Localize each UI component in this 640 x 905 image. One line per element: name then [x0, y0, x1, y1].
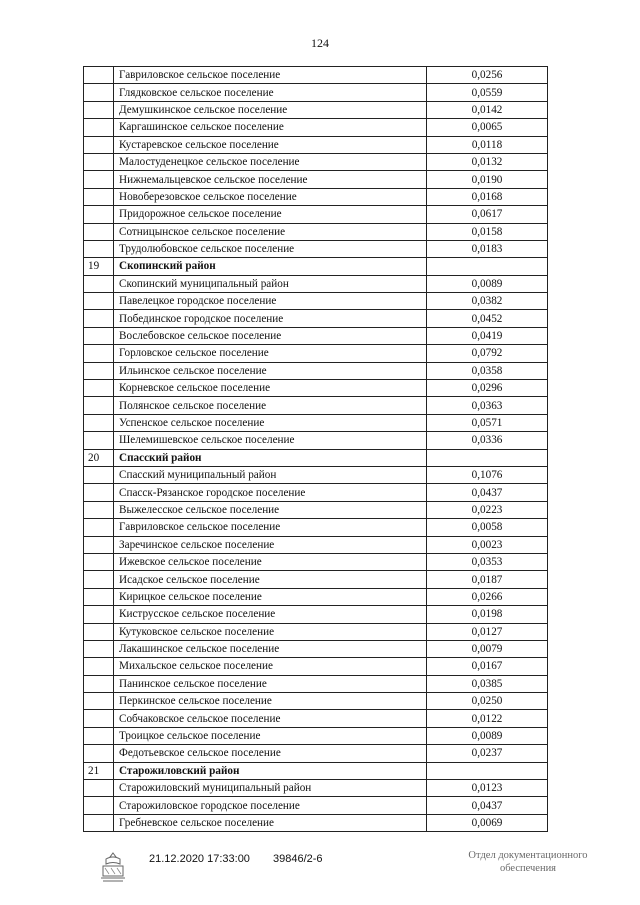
- value-cell: 0,0358: [427, 362, 548, 379]
- value-cell: 0,0559: [427, 84, 548, 101]
- settlement-name-cell: Выжелесское сельское поселение: [114, 501, 427, 518]
- value-cell: 0,0571: [427, 414, 548, 431]
- row-number-cell: [84, 780, 114, 797]
- settlement-name-cell: Нижнемальцевское сельское поселение: [114, 171, 427, 188]
- row-number-cell: [84, 710, 114, 727]
- table-row: [84, 345, 548, 362]
- settlement-name-cell: Старожиловский район: [114, 762, 427, 779]
- row-number-cell: [84, 623, 114, 640]
- table-row: [84, 84, 548, 101]
- row-number-cell: [84, 466, 114, 483]
- value-cell: 0,0237: [427, 745, 548, 762]
- table-row: [84, 484, 548, 501]
- row-number-cell: [84, 745, 114, 762]
- table-row: [84, 136, 548, 153]
- department-line-1: Отдел документационного: [468, 850, 588, 861]
- stamp-doc-number: 39846/2-6: [273, 853, 323, 865]
- value-cell: 0,0437: [427, 484, 548, 501]
- value-cell: 0,0079: [427, 640, 548, 657]
- table-row: [84, 675, 548, 692]
- row-number-cell: [84, 501, 114, 518]
- row-number-cell: [84, 797, 114, 814]
- value-cell: 0,0065: [427, 119, 548, 136]
- row-number-cell: [84, 432, 114, 449]
- value-cell: 0,1076: [427, 466, 548, 483]
- table-row: [84, 380, 548, 397]
- row-number-cell: [84, 571, 114, 588]
- value-cell: 0,0198: [427, 606, 548, 623]
- row-number-cell: [84, 153, 114, 170]
- row-number-cell: [84, 206, 114, 223]
- settlement-name-cell: Гавриловское сельское поселение: [114, 67, 427, 84]
- value-cell: 0,0158: [427, 223, 548, 240]
- table-row: [84, 571, 548, 588]
- value-cell: 0,0058: [427, 519, 548, 536]
- value-cell: 0,0127: [427, 623, 548, 640]
- value-cell: 0,0223: [427, 501, 548, 518]
- settlement-name-cell: Старожиловское городское поселение: [114, 797, 427, 814]
- settlement-name-cell: Спасский район: [114, 449, 427, 466]
- value-cell: 0,0089: [427, 727, 548, 744]
- settlement-name-cell: Кирицкое сельское поселение: [114, 588, 427, 605]
- row-number-cell: [84, 814, 114, 831]
- value-cell: 0,0266: [427, 588, 548, 605]
- row-number-cell: [84, 727, 114, 744]
- value-cell: 0,0142: [427, 101, 548, 118]
- row-number-cell: [84, 658, 114, 675]
- row-number-cell: [84, 101, 114, 118]
- value-cell: 0,0190: [427, 171, 548, 188]
- row-number-cell: [84, 327, 114, 344]
- settlement-name-cell: Собчаковское сельское поселение: [114, 710, 427, 727]
- table-row: [84, 553, 548, 570]
- row-number-cell: [84, 67, 114, 84]
- row-number-cell: [84, 414, 114, 431]
- settlement-name-cell: Перкинское сельское поселение: [114, 693, 427, 710]
- row-number-cell: [84, 588, 114, 605]
- row-number-cell: [84, 136, 114, 153]
- table-row: [84, 693, 548, 710]
- settlement-name-cell: Корневское сельское поселение: [114, 380, 427, 397]
- row-number-cell: [84, 119, 114, 136]
- settlement-name-cell: Гавриловское сельское поселение: [114, 519, 427, 536]
- row-number-cell: [84, 293, 114, 310]
- settlement-name-cell: Полянское сельское поселение: [114, 397, 427, 414]
- table-row: [84, 310, 548, 327]
- table-row: [84, 414, 548, 431]
- table-row: [84, 588, 548, 605]
- value-cell: 0,0132: [427, 153, 548, 170]
- stamp-timestamp: 21.12.2020 17:33:00: [149, 853, 250, 865]
- settlement-name-cell: Лакашинское сельское поселение: [114, 640, 427, 657]
- table-row: [84, 536, 548, 553]
- table-row: [84, 710, 548, 727]
- value-cell: [427, 762, 548, 779]
- allocation-table: [83, 66, 548, 832]
- table-row: [84, 101, 548, 118]
- value-cell: 0,0363: [427, 397, 548, 414]
- value-cell: 0,0187: [427, 571, 548, 588]
- page-number: 124: [311, 36, 329, 50]
- settlement-name-cell: Каргашинское сельское поселение: [114, 119, 427, 136]
- value-cell: 0,0792: [427, 345, 548, 362]
- settlement-name-cell: Успенское сельское поселение: [114, 414, 427, 431]
- value-cell: 0,0183: [427, 240, 548, 257]
- table-row: [84, 797, 548, 814]
- table-row: [84, 780, 548, 797]
- table-row: [84, 206, 548, 223]
- row-number-cell: [84, 397, 114, 414]
- settlement-name-cell: Гребневское сельское поселение: [114, 814, 427, 831]
- table-row: [84, 240, 548, 257]
- table-row: [84, 275, 548, 292]
- value-cell: [427, 258, 548, 275]
- row-number-cell: [84, 606, 114, 623]
- settlement-name-cell: Михальское сельское поселение: [114, 658, 427, 675]
- value-cell: 0,0122: [427, 710, 548, 727]
- settlement-name-cell: Сотницынское сельское поселение: [114, 223, 427, 240]
- value-cell: 0,0419: [427, 327, 548, 344]
- value-cell: 0,0168: [427, 188, 548, 205]
- settlement-name-cell: Кутуковское сельское поселение: [114, 623, 427, 640]
- row-number-cell: [84, 519, 114, 536]
- settlement-name-cell: Горловское сельское поселение: [114, 345, 427, 362]
- table-row: [84, 327, 548, 344]
- row-number-cell: [84, 693, 114, 710]
- table-row: [84, 432, 548, 449]
- table-row: [84, 362, 548, 379]
- settlement-name-cell: Малостуденецкое сельское поселение: [114, 153, 427, 170]
- value-cell: 0,0385: [427, 675, 548, 692]
- row-number-cell: 19: [84, 258, 114, 275]
- settlement-name-cell: Панинское сельское поселение: [114, 675, 427, 692]
- row-number-cell: [84, 223, 114, 240]
- table-row: [84, 67, 548, 84]
- row-number-cell: [84, 240, 114, 257]
- table-row: [84, 397, 548, 414]
- value-cell: 0,0382: [427, 293, 548, 310]
- table-row: [84, 153, 548, 170]
- district-header-row: [84, 258, 548, 275]
- row-number-cell: [84, 275, 114, 292]
- row-number-cell: [84, 171, 114, 188]
- settlement-name-cell: Троицкое сельское поселение: [114, 727, 427, 744]
- row-number-cell: [84, 84, 114, 101]
- table-row: [84, 188, 548, 205]
- row-number-cell: 21: [84, 762, 114, 779]
- row-number-cell: [84, 553, 114, 570]
- table-row: [84, 171, 548, 188]
- department-stamp: [448, 849, 608, 875]
- settlement-name-cell: Павелецкое городское поселение: [114, 293, 427, 310]
- settlement-name-cell: Кустаревское сельское поселение: [114, 136, 427, 153]
- settlement-name-cell: Глядковское сельское поселение: [114, 84, 427, 101]
- table-row: [84, 623, 548, 640]
- settlement-name-cell: Старожиловский муниципальный район: [114, 780, 427, 797]
- value-cell: [427, 449, 548, 466]
- value-cell: 0,0250: [427, 693, 548, 710]
- settlement-name-cell: Шелемишевское сельское поселение: [114, 432, 427, 449]
- table-row: [84, 293, 548, 310]
- settlement-name-cell: Вослебовское сельское поселение: [114, 327, 427, 344]
- table-row: [84, 466, 548, 483]
- settlement-name-cell: Скопинский район: [114, 258, 427, 275]
- value-cell: 0,0452: [427, 310, 548, 327]
- value-cell: 0,0167: [427, 658, 548, 675]
- table-row: [84, 501, 548, 518]
- value-cell: 0,0118: [427, 136, 548, 153]
- district-header-row: [84, 449, 548, 466]
- row-number-cell: [84, 640, 114, 657]
- row-number-cell: [84, 675, 114, 692]
- page-footer: [0, 846, 640, 886]
- settlement-name-cell: Федотьевское сельское поселение: [114, 745, 427, 762]
- settlement-name-cell: Ильинское сельское поселение: [114, 362, 427, 379]
- settlement-name-cell: Придорожное сельское поселение: [114, 206, 427, 223]
- district-header-row: [84, 762, 548, 779]
- settlement-name-cell: Киструсское сельское поселение: [114, 606, 427, 623]
- table-row: [84, 640, 548, 657]
- row-number-cell: [84, 188, 114, 205]
- row-number-cell: [84, 345, 114, 362]
- row-number-cell: [84, 362, 114, 379]
- table-row: [84, 119, 548, 136]
- table-row: [84, 658, 548, 675]
- settlement-name-cell: Ижевское сельское поселение: [114, 553, 427, 570]
- settlement-name-cell: Демушкинское сельское поселение: [114, 101, 427, 118]
- department-line-2: обеспечения: [499, 863, 557, 874]
- coat-of-arms-logo-icon: [97, 850, 129, 884]
- value-cell: 0,0123: [427, 780, 548, 797]
- value-cell: 0,0256: [427, 67, 548, 84]
- settlement-name-cell: Новоберезовское сельское поселение: [114, 188, 427, 205]
- settlement-name-cell: Заречинское сельское поселение: [114, 536, 427, 553]
- table-row: [84, 519, 548, 536]
- row-number-cell: [84, 310, 114, 327]
- settlement-name-cell: Трудолюбовское сельское поселение: [114, 240, 427, 257]
- value-cell: 0,0336: [427, 432, 548, 449]
- settlement-name-cell: Спасск-Рязанское городское поселение: [114, 484, 427, 501]
- row-number-cell: [84, 380, 114, 397]
- value-cell: 0,0069: [427, 814, 548, 831]
- value-cell: 0,0353: [427, 553, 548, 570]
- table-row: [84, 814, 548, 831]
- table-row: [84, 223, 548, 240]
- row-number-cell: [84, 484, 114, 501]
- settlement-name-cell: Скопинский муниципальный район: [114, 275, 427, 292]
- settlement-name-cell: Исадское сельское поселение: [114, 571, 427, 588]
- table-row: [84, 606, 548, 623]
- row-number-cell: [84, 536, 114, 553]
- settlement-name-cell: Спасский муниципальный район: [114, 466, 427, 483]
- row-number-cell: 20: [84, 449, 114, 466]
- value-cell: 0,0437: [427, 797, 548, 814]
- value-cell: 0,0023: [427, 536, 548, 553]
- table-row: [84, 745, 548, 762]
- value-cell: 0,0296: [427, 380, 548, 397]
- settlement-name-cell: Побединское городское поселение: [114, 310, 427, 327]
- value-cell: 0,0089: [427, 275, 548, 292]
- table-row: [84, 727, 548, 744]
- value-cell: 0,0617: [427, 206, 548, 223]
